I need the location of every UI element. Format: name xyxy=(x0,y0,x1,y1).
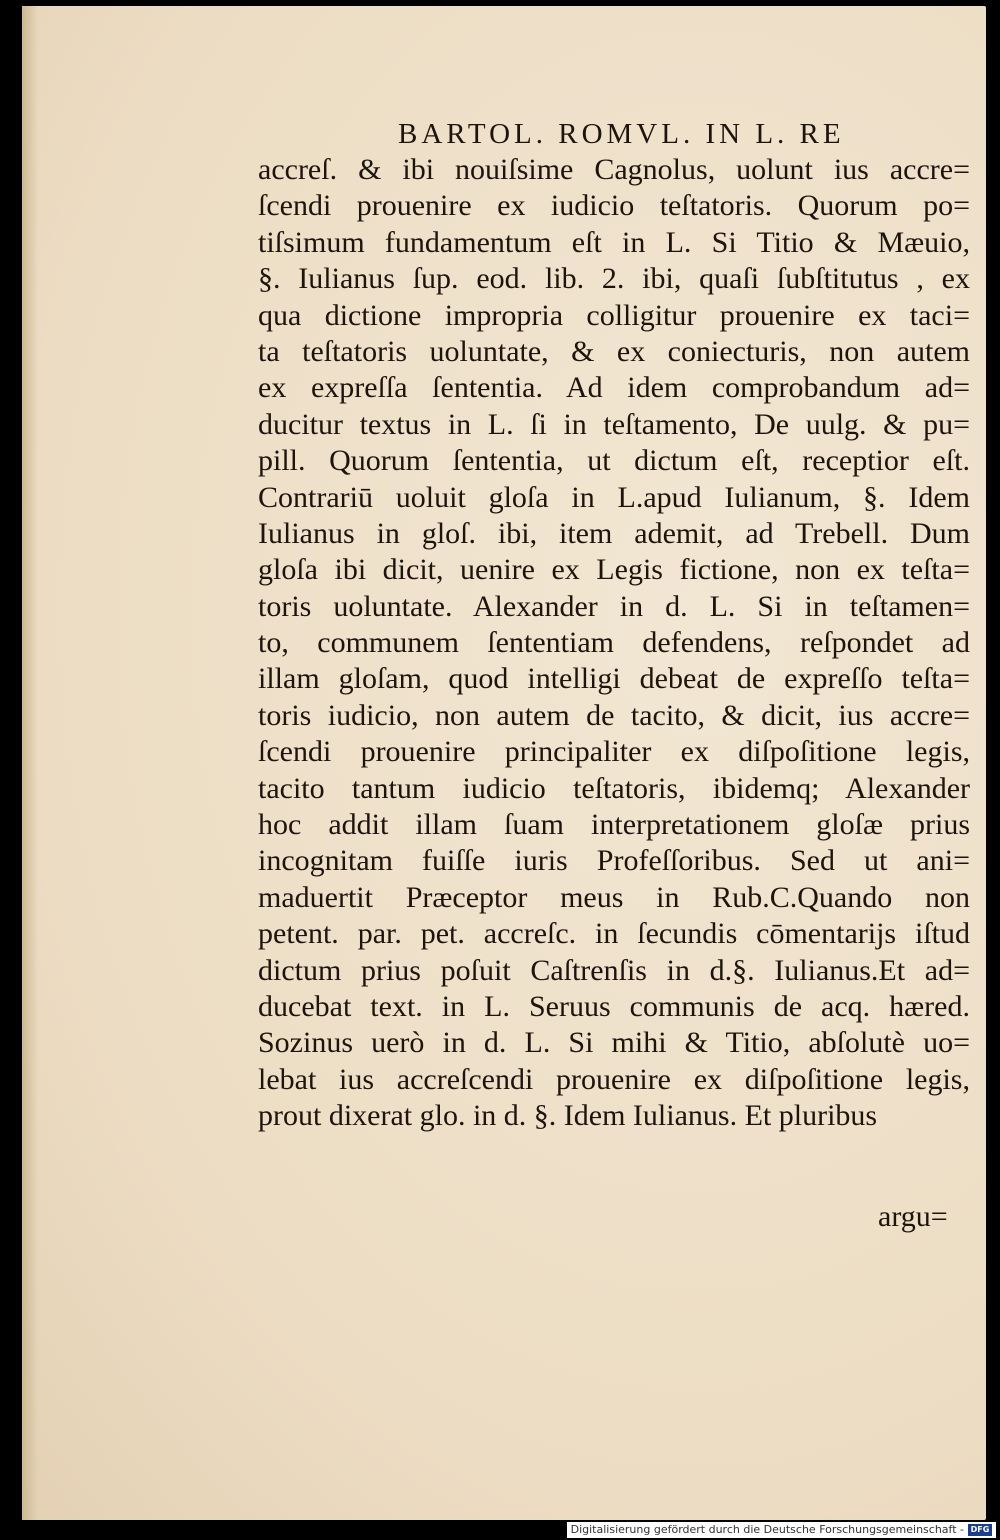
text-line: maduertit Præceptor meus in Rub.C.Quando non xyxy=(258,880,970,914)
text-line: gloſa ibi dicit, uenire ex Legis fictione, non ex teſta= xyxy=(258,553,970,587)
text-line: Contrariū uoluit gloſa in L.apud Iulianum, §. Idem xyxy=(258,480,970,514)
dfg-logo-icon: DFG xyxy=(968,1524,992,1536)
text-line: tacito tantum iudicio teſtatoris, ibidemq; Alexander xyxy=(258,771,970,805)
text-line: ta teſtatoris uoluntate, & ex coniecturis, non autem xyxy=(258,334,970,368)
text-line: ſcendi prouenire principaliter ex diſpoſitione legis, xyxy=(258,735,970,769)
text-line: ducitur textus in L. ſi in teſtamento, De uulg. & pu= xyxy=(258,407,970,441)
text-line: accreſ. & ibi nouiſsime Cagnolus, uolunt ius accre= xyxy=(258,153,970,186)
text-line: Sozinus uerò in d. L. Si mihi & Titio, abſolutè uo= xyxy=(258,1026,970,1060)
text-line: tiſsimum fundamentum eſt in L. Si Titio & Mæuio, xyxy=(258,225,970,259)
text-line: petent. par. pet. accreſc. in ſecundis cōmentarijs iſtud xyxy=(258,917,970,951)
text-line: to, communem ſententiam defendens, reſpondet ad xyxy=(258,626,970,660)
text-line: ſcendi prouenire ex iudicio teſtatoris. Quorum po= xyxy=(258,189,970,223)
body-text xyxy=(258,152,970,1135)
text-line: dictum prius poſuit Caſtrenſis in d.§. Iulianus.Et ad= xyxy=(258,953,970,987)
text-line: prout dixerat glo. in d. §. Idem Iulianus. Et pluribus xyxy=(258,1099,878,1133)
text-line: §. Iulianus ſup. eod. lib. 2. ibi, quaſi ſubſtitutus , ex xyxy=(258,262,970,296)
page-gutter-shadow xyxy=(22,6,38,1520)
running-header: BARTOL. ROMVL. IN L. RE xyxy=(398,118,845,150)
text-line: lebat ius accreſcendi prouenire ex diſpoſitione legis, xyxy=(258,1062,970,1096)
text-line: toris iudicio, non autem de tacito, & dicit, ius accre= xyxy=(258,698,970,732)
text-line: ducebat text. in L. Seruus communis de acq. hæred. xyxy=(258,989,970,1023)
text-line: Iulianus in gloſ. ibi, item ademit, ad Trebell. Dum xyxy=(258,516,970,550)
text-line: incognitam fuiſſe iuris Profeſſoribus. Sed ut ani= xyxy=(258,844,970,878)
text-line: illam gloſam, quod intelligi debeat de expreſſo teſta= xyxy=(258,662,970,696)
digitization-credit xyxy=(567,1522,996,1538)
credit-text: Digitalisierung gefördert durch die Deutsche Forschungsgemeinschaft - xyxy=(570,1523,964,1536)
text-line: qua dictione impropria colligitur prouenire ex taci= xyxy=(258,298,970,332)
text-line: hoc addit illam ſuam interpretationem gloſæ prius xyxy=(258,808,970,842)
text-line: toris uoluntate. Alexander in d. L. Si in teſtamen= xyxy=(258,589,970,623)
catchword: argu= xyxy=(878,1200,948,1233)
text-line: pill. Quorum ſententia, ut dictum eſt, receptior eſt. xyxy=(258,444,970,478)
text-line: ex expreſſa ſententia. Ad idem comprobandum ad= xyxy=(258,371,970,405)
